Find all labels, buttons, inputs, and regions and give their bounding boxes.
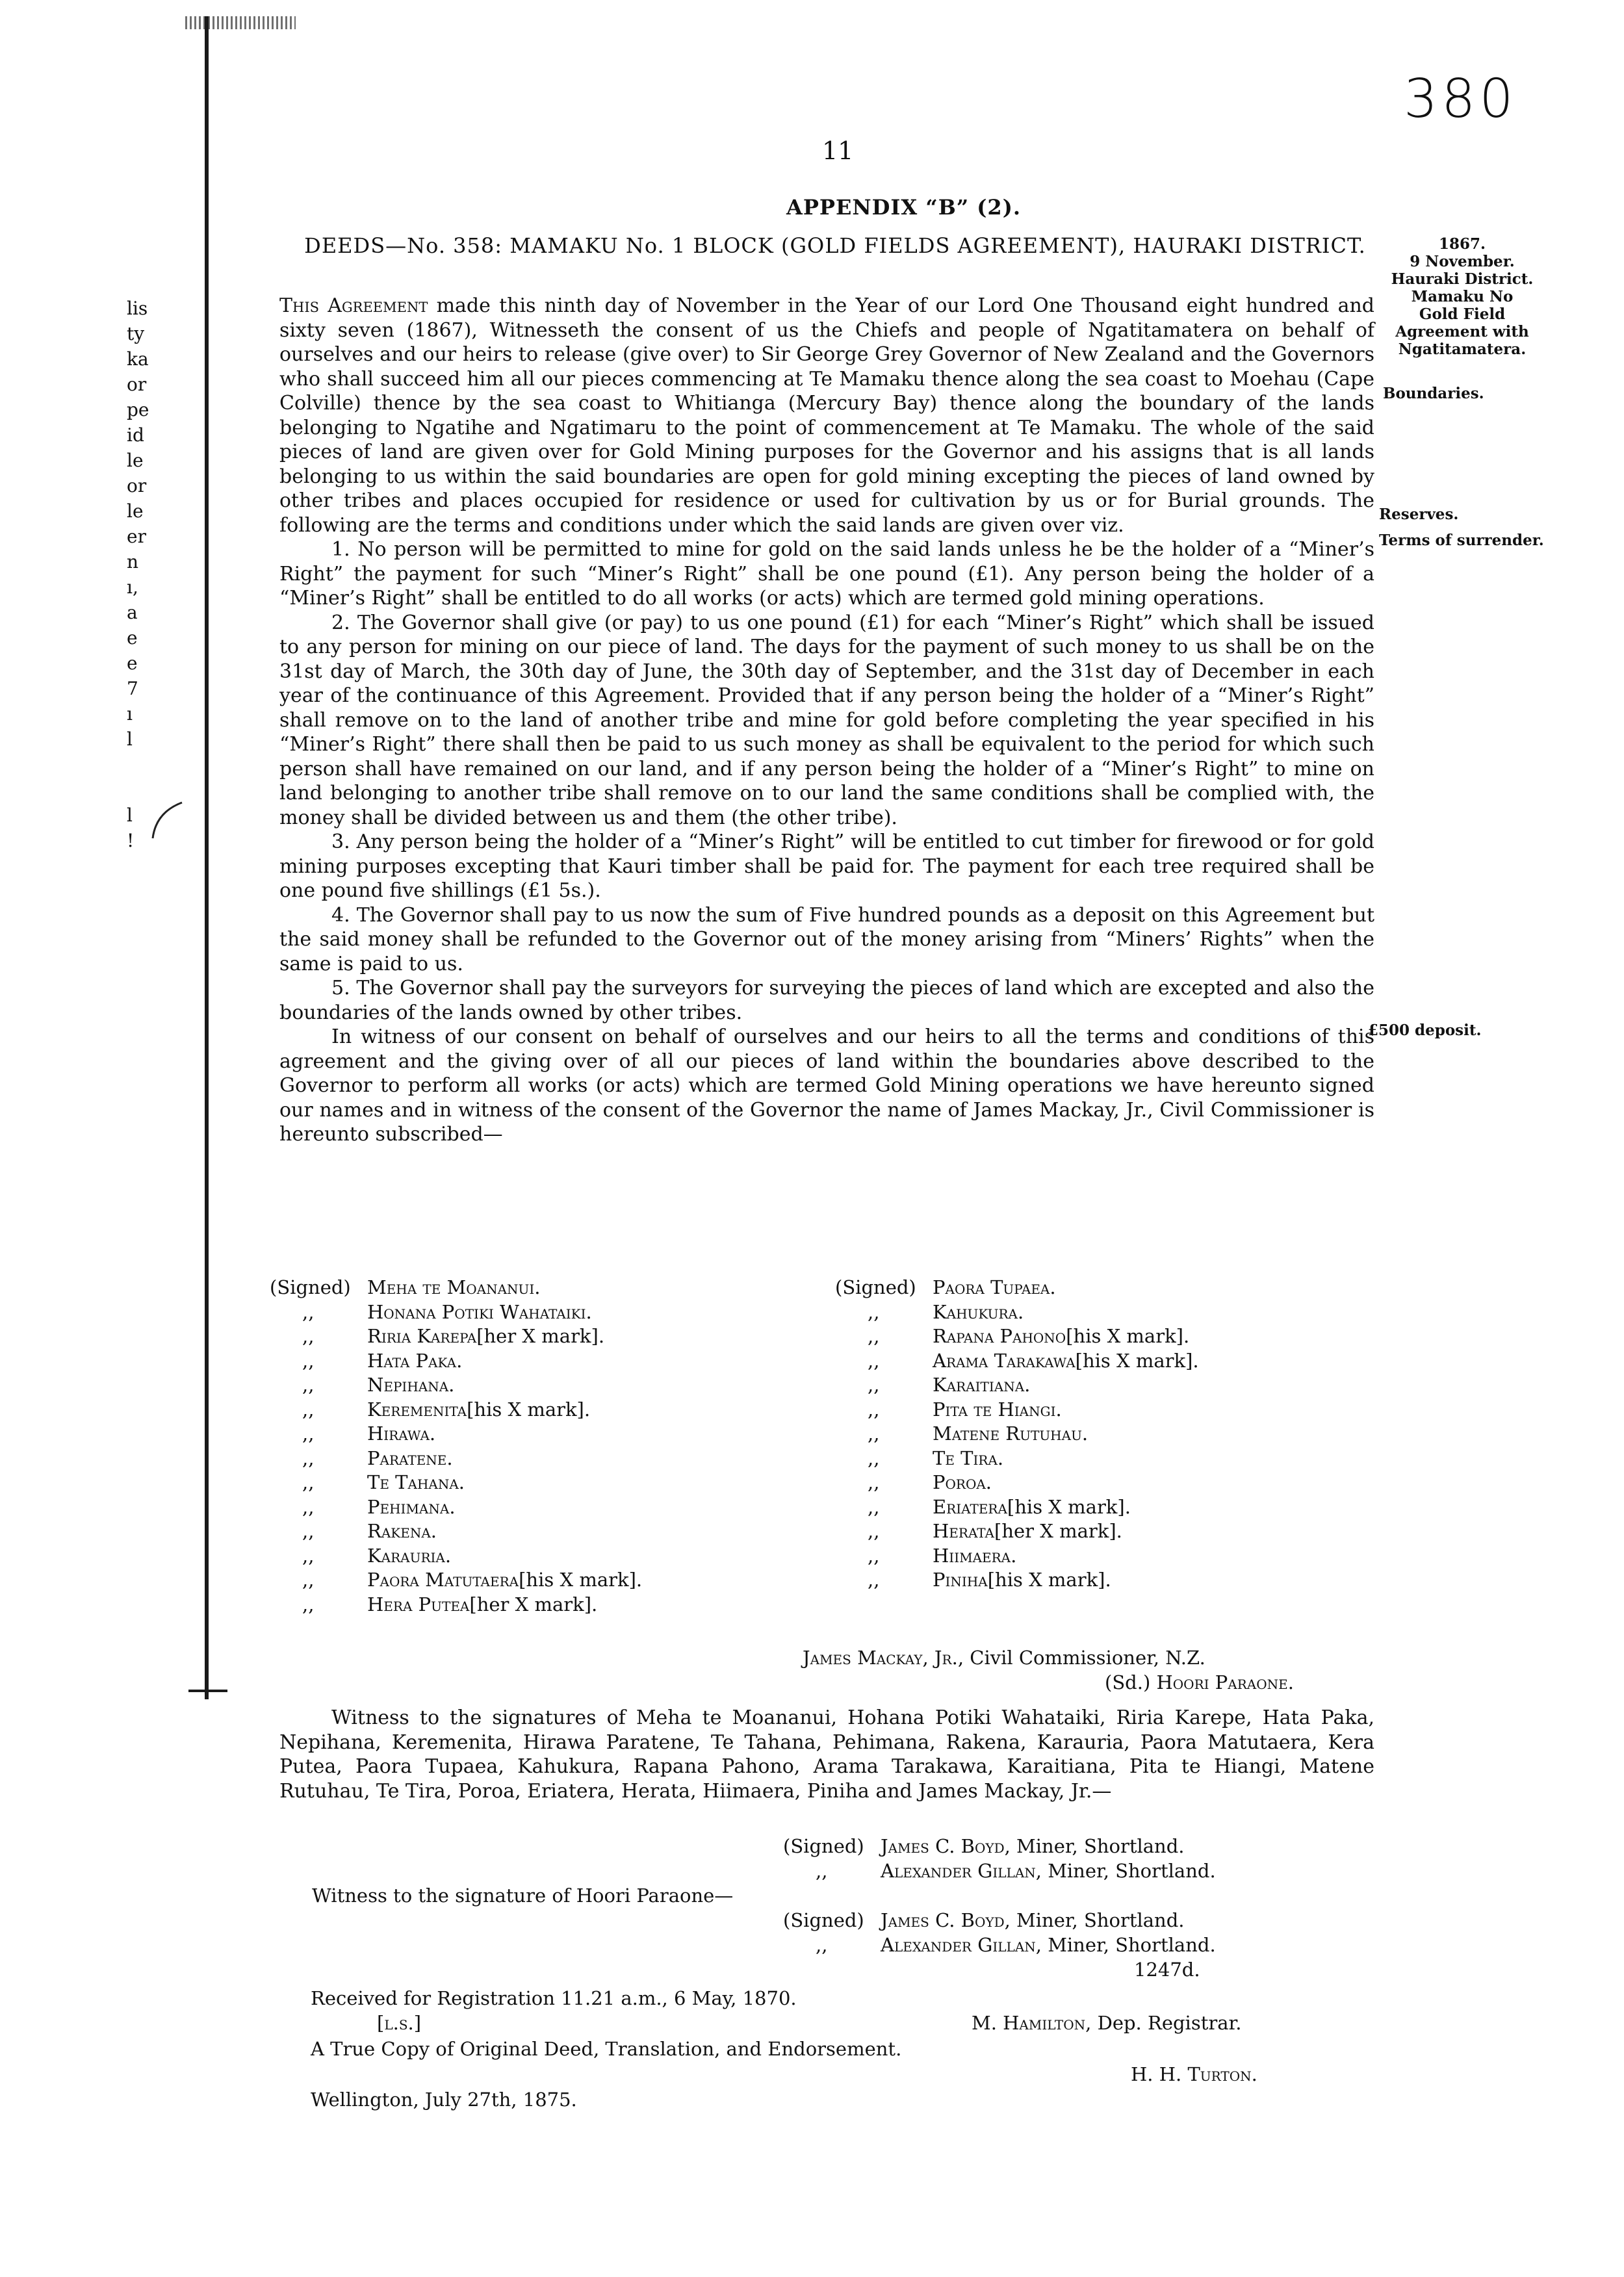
signature-name: Karauria. (367, 1544, 452, 1567)
agreement-body (279, 294, 1374, 1147)
margin-note-line: Ngatitamatera. (1398, 341, 1527, 358)
turton-signature: H. H. Turton. (1131, 2063, 1257, 2085)
signature-prefix: ,, (302, 1398, 315, 1421)
binding-tick (188, 1690, 227, 1692)
signature-name: Piniha (933, 1569, 988, 1591)
signature-row (783, 1909, 1216, 1933)
hoori-name: Hoori Paraone. (1156, 1671, 1294, 1693)
scan-artifact (185, 16, 296, 29)
signature-note: [his X mark]. (1066, 1325, 1190, 1347)
signature-note: [his X mark]. (1075, 1349, 1199, 1372)
signature-row (835, 1568, 1199, 1593)
margin-fragment: le (127, 450, 144, 471)
signature-note: [his X mark]. (519, 1569, 643, 1591)
margin-note-terms: Terms of surrender. (1379, 532, 1544, 549)
signature-prefix: (Signed) (270, 1276, 351, 1298)
signature-row (270, 1373, 642, 1398)
signature-note: , Miner, Shortland. (1004, 1909, 1185, 1931)
margin-fragment: le (127, 500, 144, 522)
opening-lead: This Agreement (279, 294, 428, 317)
witness-paragraph-block (279, 1706, 1374, 1803)
signature-name: Pehimana. (367, 1495, 456, 1518)
signature-prefix: ,, (868, 1520, 880, 1542)
signature-name: Keremenita (367, 1398, 467, 1421)
signature-row (270, 1544, 642, 1569)
signature-name: Matene Rutuhau. (933, 1422, 1089, 1445)
signature-prefix: ,, (302, 1544, 315, 1567)
signature-name: Paora Tupaea. (933, 1276, 1056, 1298)
margin-fragment: e (127, 627, 138, 649)
margin-note-line: 9 November. (1410, 253, 1515, 270)
margin-fragment: a (127, 602, 138, 623)
margin-fragment: l (127, 804, 133, 826)
margin-note-boundaries: Boundaries. (1383, 385, 1484, 402)
signature-prefix: ,, (868, 1544, 880, 1567)
signature-name: Paora Matutaera (367, 1569, 519, 1591)
binding-line (205, 16, 209, 1699)
signature-row (270, 1349, 642, 1374)
signature-name: Nepihana. (367, 1374, 455, 1396)
margin-note-line: Agreement with (1395, 323, 1529, 341)
registrar-title: , Dep. Registrar. (1085, 2012, 1242, 2034)
margin-note-deposit: £500 deposit. (1368, 1022, 1482, 1039)
signature-note: [his X mark]. (467, 1398, 591, 1421)
margin-fragment (127, 752, 159, 777)
signature-row (835, 1422, 1199, 1447)
signature-row (835, 1519, 1199, 1544)
mackay-signature (803, 1645, 1205, 1670)
margin-fragment: ty (127, 323, 145, 344)
signature-prefix: ,, (302, 1593, 315, 1615)
registrar-name: M. Hamilton (972, 2012, 1086, 2034)
signature-row (835, 1544, 1199, 1569)
signature-row (270, 1593, 642, 1617)
signature-row (835, 1300, 1199, 1325)
signature-row (835, 1373, 1199, 1398)
signature-name: Pita te Hiangi. (933, 1398, 1062, 1421)
signature-prefix: ,, (868, 1374, 880, 1396)
signature-row (835, 1324, 1199, 1349)
signature-row (270, 1324, 642, 1349)
margin-note-line: Hauraki District. (1391, 270, 1534, 288)
signature-name: Alexander Gillan (881, 1933, 1036, 1956)
deeds-title: DEEDS—No. 358: MAMAKU No. 1 BLOCK (GOLD FIELDS AGREEMENT), HAURAKI DISTRICT. (304, 233, 1366, 258)
signature-name: Arama Tarakawa (933, 1349, 1076, 1372)
signature-name: Hata Paka. (367, 1349, 463, 1372)
margin-fragment: 7 (127, 678, 138, 699)
signature-prefix: ,, (302, 1447, 315, 1469)
signature-note: [her X mark]. (476, 1325, 605, 1347)
signature-name: Alexander Gillan (881, 1859, 1036, 1882)
signature-row (270, 1568, 642, 1593)
appendix-title: APPENDIX “B” (2). (786, 195, 1021, 220)
signature-name: James C. Boyd (881, 1835, 1005, 1857)
signature-prefix: ,, (302, 1471, 315, 1493)
signature-row (270, 1519, 642, 1544)
signature-row (270, 1398, 642, 1422)
true-copy-note: A True Copy of Original Deed, Translation, and Endorsement. (311, 2038, 902, 2060)
clause-3: 3. Any person being the holder of a “Miner’s Right” will be entitled to cut timber for firewood or for gold mining purposes excepting that Kauri timber shall be paid for. The payment for each tree required shall be one pound five shillings (£1 5s.). (279, 830, 1374, 902)
signature-name: Honana Potiki Wahataiki. (367, 1300, 592, 1323)
signature-note: [her X mark]. (994, 1520, 1122, 1542)
hoori-prefix: (Sd.) (1105, 1671, 1157, 1693)
registration-number: 1247d. (1134, 1959, 1200, 1981)
signature-prefix: ,, (302, 1374, 315, 1396)
margin-fragment: ka (127, 348, 149, 370)
margin-fragment: lis (127, 298, 148, 319)
signature-prefix: ,, (868, 1325, 880, 1347)
margin-fragment: id (127, 424, 144, 446)
signature-name: Poroa. (933, 1471, 992, 1493)
signature-name: Meha te Moananui. (367, 1276, 541, 1298)
clause-5: 5. The Governor shall pay the surveyors for surveying the pieces of land which are excepted and also the boundaries of the lands owned by other tribes. (279, 977, 1374, 1024)
place-date: Wellington, July 27th, 1875. (311, 2089, 577, 2111)
signature-row (835, 1495, 1199, 1520)
margin-fragment: pe (127, 399, 149, 420)
signature-prefix: ,, (302, 1300, 315, 1323)
signature-prefix: ,, (302, 1495, 315, 1518)
margin-fragment: ı (127, 703, 133, 725)
opening-paragraph (279, 294, 1374, 537)
signatures-right (835, 1276, 1199, 1593)
margin-fragment: n (127, 551, 139, 572)
signature-name: Paratene. (367, 1447, 453, 1469)
margin-note-line: Gold Field (1419, 305, 1506, 323)
signature-prefix: ,, (868, 1349, 880, 1372)
seal: [l.s.] (377, 2012, 422, 2034)
mackay-title: , Civil Commissioner, N.Z. (957, 1647, 1205, 1669)
signature-note: [her X mark]. (469, 1593, 598, 1615)
signature-name: Rapana Pahono (933, 1325, 1066, 1347)
signature-prefix: ,, (302, 1325, 315, 1347)
signature-name: Kahukura. (933, 1300, 1024, 1323)
signature-name: Eriatera (933, 1495, 1007, 1518)
signature-row (270, 1447, 642, 1471)
signature-note: [his X mark]. (1007, 1495, 1131, 1518)
signature-row (270, 1495, 642, 1520)
signature-note: [his X mark]. (987, 1569, 1111, 1591)
signature-prefix: ,, (816, 1933, 828, 1956)
signature-name: Te Tahana. (367, 1471, 465, 1493)
margin-fragment: or (127, 374, 147, 395)
signature-note: , Miner, Shortland. (1004, 1835, 1185, 1857)
signature-prefix: (Signed) (835, 1276, 916, 1298)
signature-row (835, 1276, 1199, 1300)
margin-note-reserves: Reserves. (1379, 506, 1459, 523)
signature-prefix: ,, (302, 1569, 315, 1591)
witnesses-1 (783, 1834, 1216, 1883)
signature-note: , Miner, Shortland. (1035, 1859, 1216, 1882)
signature-prefix: ,, (816, 1859, 828, 1882)
signature-prefix: (Signed) (783, 1835, 864, 1857)
hoori-witness-label: Witness to the signature of Hoori Paraone— (312, 1885, 734, 1907)
clause-1: 1. No person will be permitted to mine for gold on the said lands unless he be the holder of a “Miner’s Right” the payment for such “Miner’s Right” shall be one pound (£1). Any person being the holder of a “Miner’s Right” shall be entitled to do all works (or acts) which are termed gold mining operations. (279, 538, 1374, 610)
signature-prefix: ,, (868, 1422, 880, 1445)
margin-fragment: l (127, 728, 133, 750)
signature-name: Karaitiana. (933, 1374, 1031, 1396)
signature-row (783, 1834, 1216, 1859)
signature-prefix: ,, (868, 1447, 880, 1469)
handwritten-page-number: 380 (1404, 68, 1517, 130)
signature-prefix: ,, (302, 1520, 315, 1542)
signature-row (835, 1447, 1199, 1471)
signature-row (270, 1422, 642, 1447)
signature-name: Te Tira. (933, 1447, 1004, 1469)
signature-name: Hiimaera. (933, 1544, 1017, 1567)
margin-note-date-title (1387, 235, 1537, 358)
signature-prefix: ,, (868, 1569, 880, 1591)
witness-clause: In witness of our consent on behalf of ourselves and our heirs to all the terms and conditions of this agreement and the giving over of all our pieces of land within the boundaries above described to the Governor to perform all works (or acts) which are termed Gold Mining operations we have hereunto signed our names and in witness of the consent of the Governor the name of James Mackay, Jr., Civil Commissioner is hereunto subscribed— (279, 1025, 1374, 1146)
signature-row (270, 1300, 642, 1325)
folio-number: 11 (822, 136, 854, 165)
signature-row (783, 1859, 1216, 1884)
signature-name: Rakena. (367, 1520, 437, 1542)
signature-row (835, 1349, 1199, 1374)
signature-prefix: ,, (868, 1471, 880, 1493)
clause-2: 2. The Governor shall give (or pay) to us one pound (£1) for each “Miner’s Right” which shall be issued to any person for mining on our piece of land. The days for the payment of such money to us shall be on the 31st day of March, the 30th day of June, the 30th day of September, and the 31st day of December in each year of the continuance of this Agreement. Provided that if any person being the holder of a “Miner’s Right” shall remove on to the land of another tribe and mine for gold before completing the year specified in his “Miner’s Right” there shall then be paid to us such money as shall be equivalent to the period for which such person shall have remained on our land, and if any person being the holder of a “Miner’s Right” to mine on land belonging to another tribe shall remove on to our land the same conditions shall be complied with, the money shall be divided between us and them (the other tribe). (279, 611, 1374, 829)
margin-fragment: er (127, 526, 146, 547)
signature-prefix: ,, (302, 1349, 315, 1372)
witnesses-2 (783, 1909, 1216, 1957)
signature-prefix: ,, (302, 1422, 315, 1445)
signature-prefix: ,, (868, 1300, 880, 1323)
margin-fragment: e (127, 652, 138, 674)
mackay-name: James Mackay, Jr. (803, 1647, 958, 1669)
clause-4: 4. The Governor shall pay to us now the sum of Five hundred pounds as a deposit on this Agreement but the said money shall be refunded to the Governor out of the money arising from “Miners’ Rights” when the same is paid to us. (279, 903, 1374, 975)
witness-paragraph: Witness to the signatures of Meha te Moananui, Hohana Potiki Wahataiki, Riria Karepe, Hata Paka, Nepihana, Keremenita, Hirawa Paratene, Te Tahana, Pehimana, Rakena, Karauria, Paora Matutaera, Kera Putea, Paora Tupaea, Kahukura, Rapana Pahono, Arama Tarakawa, Karaitiana, Pita te Hiangi, Matene Rutuhau, Te Tira, Poroa, Eriatera, Herata, Hiimaera, Piniha and James Mackay, Jr.— (279, 1706, 1374, 1803)
signature-row (835, 1471, 1199, 1495)
signature-prefix: ,, (868, 1495, 880, 1518)
signature-prefix: (Signed) (783, 1909, 864, 1931)
margin-note-line: 1867. (1438, 235, 1486, 253)
signature-row (270, 1276, 642, 1300)
left-margin-fragments (127, 296, 159, 853)
signature-name: Riria Karepa (367, 1325, 477, 1347)
received-for-registration: Received for Registration 11.21 a.m., 6 May, 1870. (311, 1987, 797, 2009)
margin-fragment (127, 777, 159, 803)
signature-row (783, 1933, 1216, 1958)
signature-row (835, 1398, 1199, 1422)
signature-row (270, 1471, 642, 1495)
signature-note: , Miner, Shortland. (1035, 1933, 1216, 1956)
margin-fragment: or (127, 475, 147, 496)
signature-name: Herata (933, 1520, 994, 1542)
registrar-signature (972, 2011, 1241, 2035)
hoori-signature (1105, 1670, 1294, 1695)
margin-note-line: Mamaku No (1411, 288, 1514, 305)
margin-fragment: ı, (127, 576, 138, 598)
signature-name: Hirawa. (367, 1422, 436, 1445)
signatures-left (270, 1276, 642, 1617)
opening-text: made this ninth day of November in the Year of our Lord One Thousand eight hundred and sixty seven (1867), Witnesseth the consent of us the Chiefs and people of Ngatitamatera on behalf of ourselves and our heirs to release (give over) to Sir George Grey Governor of New Zealand and the Governors who shall succeed him all our pieces commencing at Te Mamaku thence along the sea coast to Moehau (Cape Colville) thence by the sea coast to Whitianga (Mercury Bay) thence along the boundary of the lands belonging to Ngatihe and Ngatimaru to the point of commencement at Te Mamaku. The whole of the said pieces of land are given over for Gold Mining purposes for the Governor and his assigns that is all lands belonging to us within the said boundaries are open for gold mining excepting the pieces of land owned by other tribes and places occupied for residence or used for cultivation by us or for Burial grounds. The following are the terms and conditions under which the said lands are given over viz. (279, 294, 1374, 537)
margin-fragment: ! (127, 830, 135, 851)
signature-prefix: ,, (868, 1398, 880, 1421)
signature-name: Hera Putea (367, 1593, 470, 1615)
signature-name: James C. Boyd (881, 1909, 1005, 1931)
